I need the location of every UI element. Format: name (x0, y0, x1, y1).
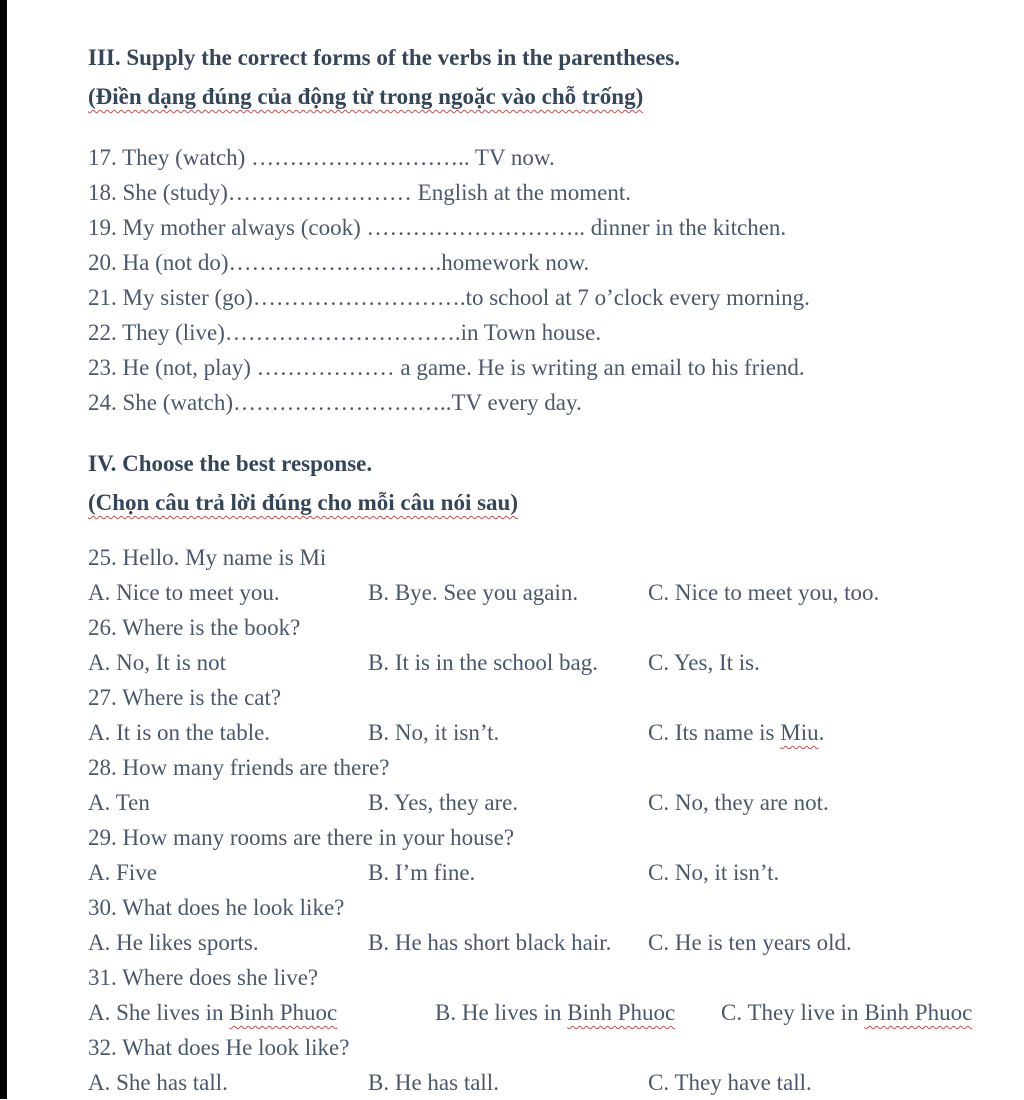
option-label: A. (88, 790, 111, 815)
option-27-b (368, 715, 648, 750)
question-text: She (watch)………………………..TV every day. (122, 390, 582, 415)
question-text: My sister (go)……………………….to school at 7 o’clock every morning. (122, 285, 810, 310)
options-row-32 (88, 1065, 1000, 1100)
option-text: No, it isn’t. (394, 720, 500, 745)
option-label: A. (88, 1070, 111, 1095)
fill-question-20 (88, 245, 1000, 280)
option-text: Bye. See you again. (394, 580, 579, 605)
question-text: How many rooms are there in your house? (122, 825, 515, 850)
option-text: No, they are not. (674, 790, 829, 815)
options-row-28 (88, 785, 1000, 820)
question-number: 22. (88, 320, 117, 345)
question-text: Where is the cat? (122, 685, 282, 710)
option-text: No, It is not (116, 650, 227, 675)
question-number: 20. (88, 250, 117, 275)
option-text: Nice to meet you, too. (674, 580, 880, 605)
worksheet-page (88, 42, 1000, 1100)
option-label: C. (648, 860, 670, 885)
option-28-c (648, 785, 1000, 820)
option-label: C. (648, 1070, 670, 1095)
option-31-a (88, 995, 435, 1030)
option-label: C. (648, 930, 670, 955)
option-text: It is on the table. (116, 720, 271, 745)
misspelled-word: Binh Phuoc (567, 1000, 676, 1025)
option-text: They have tall. (674, 1070, 812, 1095)
misspelled-word: Binh Phuoc (864, 1000, 973, 1025)
mc-question-27 (88, 680, 1000, 715)
option-29-a (88, 855, 368, 890)
option-label: C. (721, 1000, 743, 1025)
question-text: Hello. My name is Mi (122, 545, 327, 570)
fill-question-23 (88, 350, 1000, 385)
fill-question-22 (88, 315, 1000, 350)
option-text: He has tall. (394, 1070, 499, 1095)
options-row-29 (88, 855, 1000, 890)
option-label: B. (368, 1070, 390, 1095)
fill-question-18 (88, 175, 1000, 210)
option-27-c (648, 715, 1000, 750)
fill-question-21 (88, 280, 1000, 315)
option-25-c (648, 575, 1000, 610)
option-text: She has tall. (116, 1070, 228, 1095)
option-30-c (648, 925, 1000, 960)
option-30-a (88, 925, 368, 960)
option-text: Five (116, 860, 158, 885)
option-label: A. (88, 860, 111, 885)
option-text: Its name is (674, 720, 781, 745)
fill-question-24 (88, 385, 1000, 420)
option-31-c (721, 995, 1000, 1030)
section-iii-subtitle (88, 80, 1000, 114)
scan-edge-bar (0, 0, 7, 1099)
question-text: They (watch) ……………………….. TV now. (122, 145, 555, 170)
option-text: Yes, they are. (394, 790, 519, 815)
section-iv (88, 448, 1000, 1100)
mc-question-26 (88, 610, 1000, 645)
mc-question-29 (88, 820, 1000, 855)
question-number: 21. (88, 285, 117, 310)
option-28-b (368, 785, 648, 820)
option-29-b (368, 855, 648, 890)
option-label: B. (368, 930, 390, 955)
option-30-b (368, 925, 648, 960)
options-row-25 (88, 575, 1000, 610)
section-iii-title: III. Supply the correct forms of the verbs in the parentheses. (88, 45, 681, 70)
option-label: B. (368, 720, 390, 745)
question-number: 30. (88, 895, 117, 920)
question-text: They (live)………………………….in Town house. (122, 320, 602, 345)
question-number: 26. (88, 615, 117, 640)
question-number: 17. (88, 145, 117, 170)
option-label: A. (88, 930, 111, 955)
question-text: He (not, play) ……………… a game. He is writing an email to his friend. (122, 355, 805, 380)
option-text: They live in (747, 1000, 865, 1025)
option-label: A. (88, 1000, 111, 1025)
question-number: 32. (88, 1035, 117, 1060)
mc-question-25 (88, 540, 1000, 575)
option-text: He has short black hair. (394, 930, 612, 955)
option-text: Nice to meet you. (116, 580, 280, 605)
section-iv-subtitle (88, 486, 1000, 520)
option-label: A. (88, 720, 111, 745)
option-label: B. (368, 650, 390, 675)
option-29-c (648, 855, 1000, 890)
question-number: 25. (88, 545, 117, 570)
option-label: C. (648, 650, 670, 675)
question-number: 28. (88, 755, 117, 780)
option-31-b (435, 995, 721, 1030)
question-number: 23. (88, 355, 117, 380)
option-32-b (368, 1065, 648, 1100)
question-text: Where does she live? (122, 965, 319, 990)
option-28-a (88, 785, 368, 820)
option-text-end: . (818, 720, 825, 745)
question-number: 27. (88, 685, 117, 710)
option-label: B. (435, 1000, 457, 1025)
section-iv-subtitle-vietnamese: (Chọn câu trả lời đúng cho mỗi câu nói sau) (88, 490, 518, 515)
fill-question-19 (88, 210, 1000, 245)
option-32-c (648, 1065, 1000, 1100)
question-number: 24. (88, 390, 117, 415)
option-label: B. (368, 580, 390, 605)
question-number: 31. (88, 965, 117, 990)
option-text: Yes, It is. (674, 650, 760, 675)
option-text: Ten (115, 790, 150, 815)
option-label: A. (88, 650, 111, 675)
question-text: She (study)…………………… English at the moment. (122, 180, 632, 205)
question-number: 29. (88, 825, 117, 850)
misspelled-word: Miu (780, 720, 819, 745)
option-label: B. (368, 790, 390, 815)
options-row-30 (88, 925, 1000, 960)
option-26-a (88, 645, 368, 680)
option-text: She lives in (116, 1000, 230, 1025)
options-row-26 (88, 645, 1000, 680)
question-text: How many friends are there? (122, 755, 390, 780)
option-label: C. (648, 580, 670, 605)
question-text: What does He look like? (122, 1035, 350, 1060)
options-row-27 (88, 715, 1000, 750)
misspelled-word: Binh Phuoc (229, 1000, 338, 1025)
option-26-c (648, 645, 1000, 680)
option-label: B. (368, 860, 390, 885)
question-number: 18. (88, 180, 117, 205)
option-text: It is in the school bag. (394, 650, 598, 675)
question-number: 19. (88, 215, 117, 240)
question-text: My mother always (cook) ……………………….. dinner in the kitchen. (122, 215, 787, 240)
fill-in-question-list (88, 140, 1000, 420)
option-26-b (368, 645, 648, 680)
option-text: He lives in (461, 1000, 568, 1025)
section-iv-title: IV. Choose the best response. (88, 451, 373, 476)
option-text: I’m fine. (394, 860, 476, 885)
mc-question-30 (88, 890, 1000, 925)
question-text: What does he look like? (122, 895, 345, 920)
option-25-b (368, 575, 648, 610)
section-iii-subtitle-vietnamese: (Điền dạng đúng của động từ trong ngoặc vào chỗ trống) (88, 84, 644, 109)
question-text: Ha (not do)……………………….homework now. (122, 250, 590, 275)
option-label: C. (648, 790, 670, 815)
options-row-31 (88, 995, 1000, 1030)
mc-question-28 (88, 750, 1000, 785)
option-text: No, it isn’t. (674, 860, 780, 885)
option-label: A. (88, 580, 111, 605)
option-text: He likes sports. (116, 930, 259, 955)
fill-question-17 (88, 140, 1000, 175)
option-32-a (88, 1065, 368, 1100)
mc-question-32 (88, 1030, 1000, 1065)
question-text: Where is the book? (122, 615, 301, 640)
option-label: C. (648, 720, 670, 745)
option-25-a (88, 575, 368, 610)
section-iii (88, 42, 1000, 420)
multiple-choice-question-list (88, 540, 1000, 1100)
mc-question-31 (88, 960, 1000, 995)
option-text: He is ten years old. (674, 930, 852, 955)
option-27-a (88, 715, 368, 750)
